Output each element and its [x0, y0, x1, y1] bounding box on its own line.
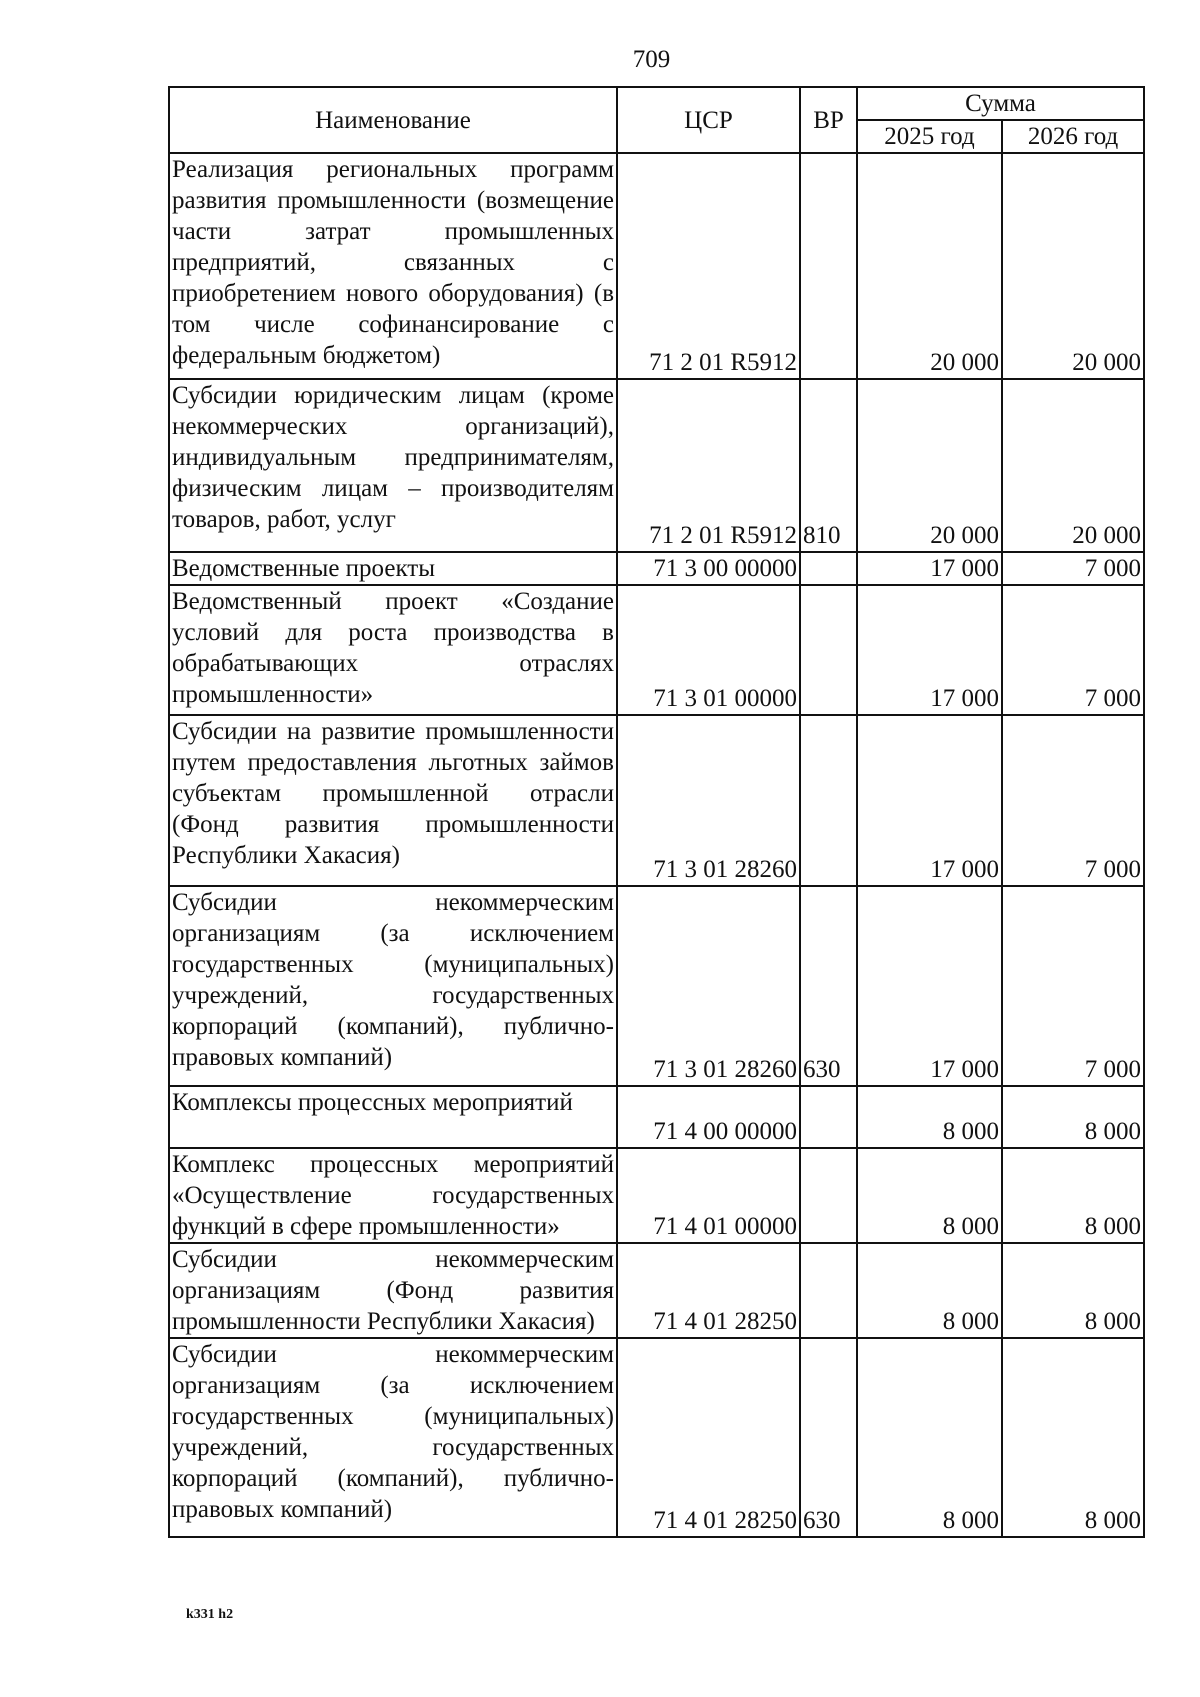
row-vr-code — [800, 1086, 857, 1148]
row-amount-2025: 8 000 — [857, 1086, 1002, 1148]
row-amount-2025: 17 000 — [857, 585, 1002, 715]
row-csr-code: 71 3 01 00000 — [617, 585, 800, 715]
row-csr-code: 71 2 01 R5912 — [617, 379, 800, 552]
table-row — [169, 1243, 1144, 1338]
row-vr-code — [800, 1243, 857, 1338]
row-amount-2026: 8 000 — [1002, 1338, 1144, 1537]
row-name: Субсидии юридическим лицам (кроме некоммерческих организаций), индивидуальным предпринимателям, физическим лицам – производителям товаров, работ, услуг — [169, 379, 617, 552]
row-vr-code: 810 — [800, 379, 857, 552]
row-name: Ведомственные проекты — [169, 552, 617, 585]
row-amount-2026: 8 000 — [1002, 1148, 1144, 1243]
row-name: Реализация региональных программ развития промышленности (возмещение части затрат промышленных предприятий, связанных с приобретением нового оборудования) (в том числе софинансирование с федеральным бюджетом) — [169, 153, 617, 379]
row-name: Комплекс процессных мероприятий «Осуществление государственных функций в сфере промышленности» — [169, 1148, 617, 1243]
row-amount-2026: 8 000 — [1002, 1243, 1144, 1338]
row-amount-2025: 20 000 — [857, 153, 1002, 379]
table-row — [169, 1338, 1144, 1537]
row-amount-2026: 7 000 — [1002, 552, 1144, 585]
row-name: Комплексы процессных мероприятий — [169, 1086, 617, 1148]
header-year-2025: 2025 год — [857, 120, 1002, 153]
row-csr-code: 71 4 01 28250 — [617, 1338, 800, 1537]
row-csr-code: 71 3 00 00000 — [617, 552, 800, 585]
row-amount-2025: 20 000 — [857, 379, 1002, 552]
row-csr-code: 71 4 01 28250 — [617, 1243, 800, 1338]
row-vr-code — [800, 715, 857, 886]
table-row — [169, 552, 1144, 585]
row-vr-code — [800, 1148, 857, 1243]
row-amount-2026: 20 000 — [1002, 153, 1144, 379]
row-name: Субсидии некоммерческим организациям (за исключением государственных (муниципальных) учреждений, государственных корпораций (компаний), публично-правовых компаний) — [169, 886, 617, 1086]
table-row — [169, 715, 1144, 886]
row-csr-code: 71 3 01 28260 — [617, 886, 800, 1086]
table-row — [169, 379, 1144, 552]
row-name: Субсидии на развитие промышленности путем предоставления льготных займов субъектам промышленной отрасли (Фонд развития промышленности Республики Хакасия) — [169, 715, 617, 886]
row-amount-2025: 8 000 — [857, 1148, 1002, 1243]
row-amount-2026: 7 000 — [1002, 886, 1144, 1086]
table-header — [169, 87, 1144, 153]
table-row — [169, 153, 1144, 379]
header-name: Наименование — [169, 87, 617, 153]
row-csr-code: 71 3 01 28260 — [617, 715, 800, 886]
row-csr-code: 71 4 00 00000 — [617, 1086, 800, 1148]
budget-table — [168, 86, 1145, 1538]
row-vr-code — [800, 153, 857, 379]
row-amount-2026: 8 000 — [1002, 1086, 1144, 1148]
row-amount-2026: 7 000 — [1002, 585, 1144, 715]
row-vr-code — [800, 552, 857, 585]
row-csr-code: 71 4 01 00000 — [617, 1148, 800, 1243]
table-body — [169, 153, 1144, 1537]
row-amount-2025: 17 000 — [857, 552, 1002, 585]
row-name: Ведомственный проект «Создание условий для роста производства в обрабатывающих отраслях промышленности» — [169, 585, 617, 715]
header-sum: Сумма — [857, 87, 1144, 120]
row-amount-2025: 8 000 — [857, 1243, 1002, 1338]
row-amount-2025: 17 000 — [857, 715, 1002, 886]
row-name: Субсидии некоммерческим организациям (за исключением государственных (муниципальных) учреждений, государственных корпораций (компаний), публично-правовых компаний) — [169, 1338, 617, 1537]
row-amount-2026: 20 000 — [1002, 379, 1144, 552]
header-vr: ВР — [800, 87, 857, 153]
row-csr-code: 71 2 01 R5912 — [617, 153, 800, 379]
page-number: 709 — [632, 46, 671, 73]
row-vr-code — [800, 585, 857, 715]
row-amount-2025: 8 000 — [857, 1338, 1002, 1537]
row-vr-code: 630 — [800, 886, 857, 1086]
header-csr: ЦСР — [617, 87, 800, 153]
row-amount-2025: 17 000 — [857, 886, 1002, 1086]
table-row — [169, 1148, 1144, 1243]
table-row — [169, 1086, 1144, 1148]
header-year-2026: 2026 год — [1002, 120, 1144, 153]
table-row — [169, 886, 1144, 1086]
row-amount-2026: 7 000 — [1002, 715, 1144, 886]
footer-code: k331 h2 — [186, 1607, 234, 1622]
row-vr-code: 630 — [800, 1338, 857, 1537]
row-name: Субсидии некоммерческим организациям (Фонд развития промышленности Республики Хакасия) — [169, 1243, 617, 1338]
table-row — [169, 585, 1144, 715]
